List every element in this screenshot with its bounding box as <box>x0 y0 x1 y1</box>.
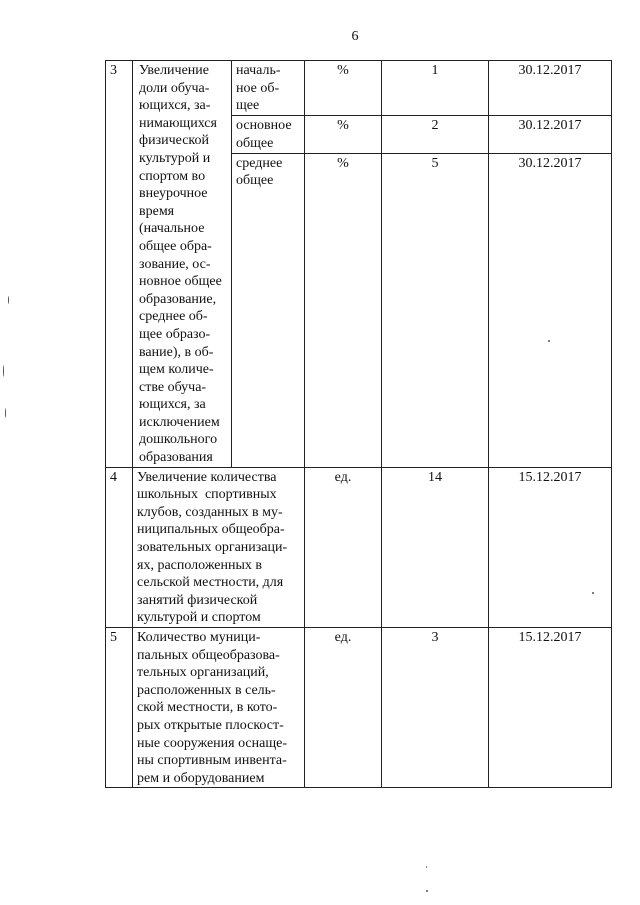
description-line: образование, <box>139 291 217 307</box>
deadline-date: 30.12.2017 <box>518 63 582 78</box>
unit: ед. <box>334 630 352 645</box>
description-line: физической <box>139 133 209 149</box>
deadline-date: 30.12.2017 <box>518 155 582 171</box>
unit-cell <box>305 116 382 154</box>
description-line: зование, ос- <box>139 256 211 272</box>
deadline-date: 30.12.2017 <box>518 118 582 134</box>
description-line: ях, расположенных в <box>137 557 263 573</box>
description-line: ные сооружения оснаще- <box>137 735 288 751</box>
level-line: общее <box>236 135 274 151</box>
description-line: расположенных в сель- <box>137 682 276 698</box>
level-line: ное об- <box>236 80 280 96</box>
unit-cell <box>305 467 382 627</box>
page-number: 6 <box>351 29 359 44</box>
description-line: клубов, созданных в му- <box>137 504 283 520</box>
education-level-cell <box>232 153 305 467</box>
description-line: Количество муници- <box>137 630 261 645</box>
unit: ед. <box>334 469 352 485</box>
description-line: стве обуча- <box>139 379 207 395</box>
description-line: сельской местности, для <box>137 575 284 591</box>
description-line: (начальное <box>139 221 205 237</box>
row-number-cell <box>106 61 133 468</box>
deadline-cell <box>489 153 612 467</box>
scan-speck <box>548 340 550 342</box>
row-number: 4 <box>110 469 117 485</box>
value-cell <box>382 116 489 154</box>
row-number: 5 <box>110 630 117 645</box>
value-cell <box>382 628 489 788</box>
description-line: ющихся, за <box>139 397 206 413</box>
deadline-cell <box>489 116 612 154</box>
target-value: 3 <box>431 630 439 645</box>
level-line: основное <box>236 118 292 134</box>
target-value: 1 <box>431 63 439 78</box>
description-line: общее обра- <box>139 238 212 254</box>
description-line: рых открытые плоскост- <box>137 717 284 733</box>
description-line: зовательных организаци- <box>137 540 288 556</box>
unit: % <box>337 63 349 78</box>
value-cell <box>382 467 489 627</box>
target-value: 5 <box>431 155 439 171</box>
description-line: образования <box>139 450 213 466</box>
deadline-cell <box>489 467 612 627</box>
description-line: дошкольного <box>139 432 218 448</box>
description-line: пальных общеобразова- <box>137 647 280 663</box>
description-line: внеурочное <box>139 186 208 202</box>
indicator-description-cell <box>133 467 305 627</box>
row-number: 3 <box>110 63 117 78</box>
value-cell <box>382 153 489 467</box>
description-line: новное общее <box>139 274 222 290</box>
indicator-description-cell <box>133 628 305 788</box>
description-line: щем количе- <box>139 362 214 378</box>
unit-cell <box>305 628 382 788</box>
description-line: ны спортивным инвента- <box>137 753 287 769</box>
description-line: культурой и <box>139 150 211 166</box>
deadline-cell <box>489 61 612 116</box>
description-line: Увеличение количества <box>137 469 277 485</box>
scan-speck <box>5 408 6 418</box>
description-line: доли обуча- <box>139 80 210 96</box>
description-line: ющихся, за- <box>139 98 211 114</box>
scan-speck <box>3 365 4 377</box>
level-line: среднее <box>236 155 283 171</box>
scan-speck <box>8 296 9 304</box>
level-line: щее <box>236 98 260 114</box>
unit-cell <box>305 153 382 467</box>
deadline-date: 15.12.2017 <box>518 469 582 485</box>
table-row-3-primary <box>106 61 612 116</box>
education-level-cell <box>232 61 305 116</box>
description-line: тельных организаций, <box>137 665 269 681</box>
description-line: спортом во <box>139 168 206 184</box>
description-line: рем и оборудованием <box>137 770 265 786</box>
indicator-description-cell <box>133 61 232 468</box>
description-line: школьных спортивных <box>137 487 277 503</box>
scan-speck <box>592 592 594 594</box>
value-cell <box>382 61 489 116</box>
deadline-cell <box>489 628 612 788</box>
unit: % <box>337 118 349 134</box>
scan-speck <box>426 866 427 868</box>
description-line: нимающихся <box>139 115 217 131</box>
description-line: занятий физической <box>137 592 258 608</box>
description-line: среднее об- <box>139 309 208 325</box>
deadline-date: 15.12.2017 <box>518 630 582 645</box>
indicators-table <box>105 60 612 788</box>
unit: % <box>337 155 349 171</box>
description-line: культурой и спортом <box>137 610 261 626</box>
table-row-5 <box>106 628 612 788</box>
description-line: щее образо- <box>139 326 211 342</box>
level-line: началь- <box>236 63 281 78</box>
scan-speck <box>426 890 428 892</box>
description-line: вание), в об- <box>139 344 214 360</box>
row-number-cell <box>106 467 133 627</box>
description-line: Увеличение <box>139 63 210 78</box>
unit-cell <box>305 61 382 116</box>
description-line: ниципальных общеобра- <box>137 522 285 538</box>
education-level-cell <box>232 116 305 154</box>
description-line: исключением <box>139 414 220 430</box>
table-row-4 <box>106 467 612 627</box>
target-value: 2 <box>431 118 439 134</box>
row-number-cell <box>106 628 133 788</box>
level-line: общее <box>236 173 274 189</box>
description-line: ской местности, в кото- <box>137 700 278 716</box>
target-value: 14 <box>428 469 442 485</box>
description-line: время <box>139 203 175 219</box>
